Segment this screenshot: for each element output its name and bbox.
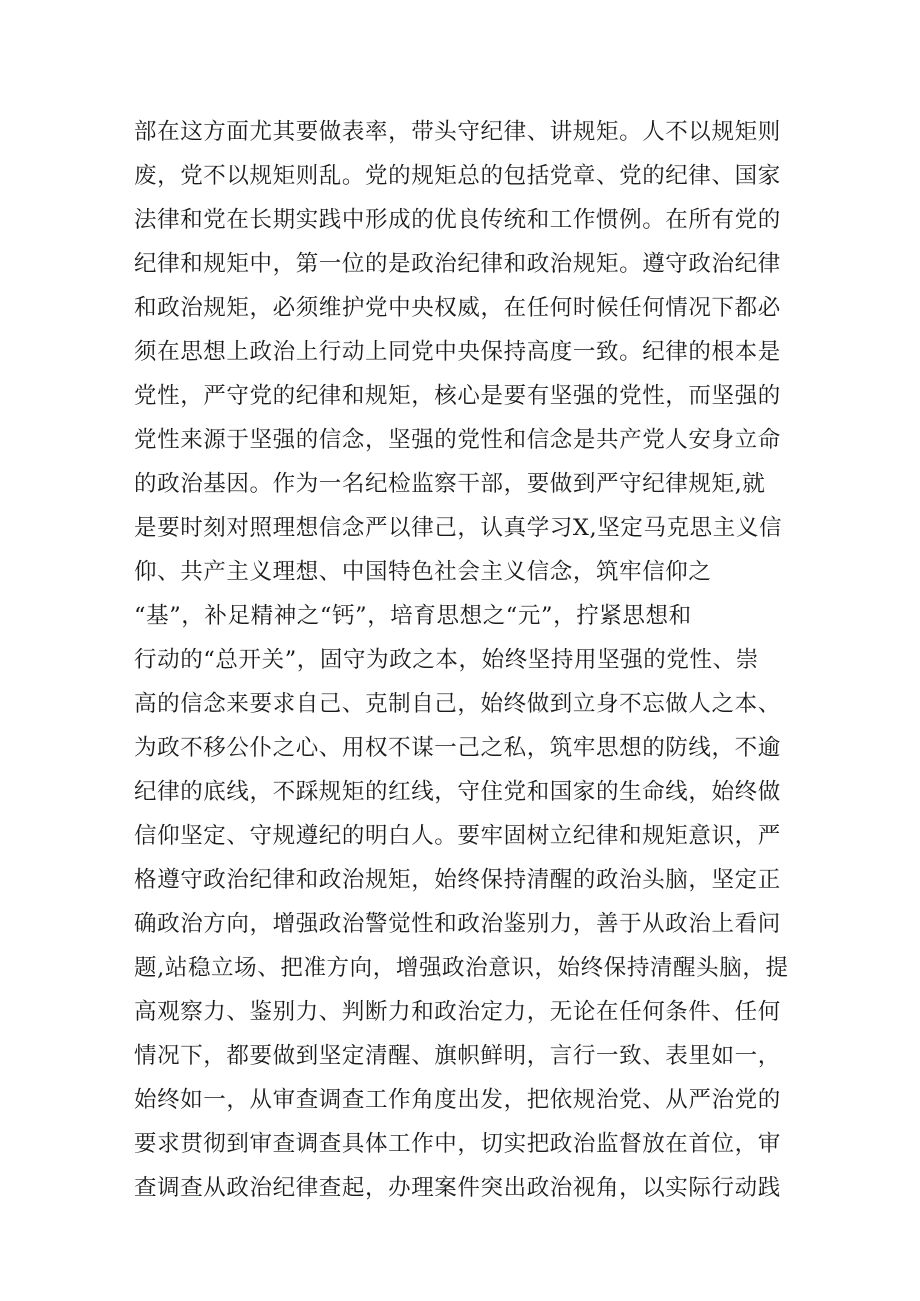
text-line: 查调查从政治纪律查起，办理案件突出政治视角，以实际行动践 bbox=[134, 1175, 781, 1201]
text-line: 是要时刻对照理想信念严以律己，认真学习X,坚定马克思主义信 bbox=[134, 515, 783, 541]
text-line: 信仰坚定、守规遵纪的明白人。要牢固树立纪律和规矩意识，严 bbox=[134, 823, 781, 849]
text-line: “基”，补足精神之“钙”，培育思想之“元”，拧紧思想和 bbox=[134, 603, 692, 629]
text-line: 须在思想上政治上行动上同党中央保持高度一致。纪律的根本是 bbox=[134, 339, 781, 365]
text-line: 部在这方面尤其要做表率，带头守纪律、讲规矩。人不以规矩则 bbox=[134, 119, 781, 145]
text-line: 和政治规矩，必须维护党中央权威，在任何时候任何情况下都必 bbox=[134, 295, 781, 321]
text-line: 纪律和规矩中，第一位的是政治纪律和政治规矩。遵守政治纪律 bbox=[134, 251, 781, 277]
text-line: 高的信念来要求自己、克制自己，始终做到立身不忘做人之本、 bbox=[134, 691, 781, 717]
text-line: 仰、共产主义理想、中国特色社会主义信念，筑牢信仰之 bbox=[134, 559, 712, 585]
text-line: 党性来源于坚强的信念，坚强的党性和信念是共产党人安身立命 bbox=[134, 427, 781, 453]
text-line: 法律和党在长期实践中形成的优良传统和工作惯例。在所有党的 bbox=[134, 207, 781, 233]
text-line: 要求贯彻到审查调查具体工作中，切实把政治监督放在首位，审 bbox=[134, 1131, 781, 1157]
text-line: 高观察力、鉴别力、判断力和政治定力，无论在任何条件、任何 bbox=[134, 999, 781, 1025]
text-line: 行动的“总开关”，固守为政之本，始终坚持用坚强的党性、崇 bbox=[134, 647, 759, 673]
text-line: 格遵守政治纪律和政治规矩，始终保持清醒的政治头脑，坚定正 bbox=[134, 867, 781, 893]
text-line: 的政治基因。作为一名纪检监察干部，要做到严守纪律规矩,就 bbox=[134, 471, 766, 497]
text-line: 确政治方向，增强政治警觉性和政治鉴别力，善于从政治上看问 bbox=[134, 911, 781, 937]
text-line: 废，党不以规矩则乱。党的规矩总的包括党章、党的纪律、国家 bbox=[134, 163, 781, 189]
text-line: 题,站稳立场、把准方向，增强政治意识，始终保持清醒头脑，提 bbox=[134, 955, 789, 981]
text-line: 情况下，都要做到坚定清醒、旗帜鲜明，言行一致、表里如一， bbox=[134, 1043, 781, 1069]
text-line: 为政不移公仆之心、用权不谋一己之私，筑牢思想的防线，不逾 bbox=[134, 735, 781, 761]
text-line: 党性，严守党的纪律和规矩，核心是要有坚强的党性，而坚强的 bbox=[134, 383, 781, 409]
text-line: 纪律的底线，不踩规矩的红线，守住党和国家的生命线，始终做 bbox=[134, 779, 781, 805]
text-line: 始终如一，从审查调查工作角度出发，把依规治党、从严治党的 bbox=[134, 1087, 781, 1113]
